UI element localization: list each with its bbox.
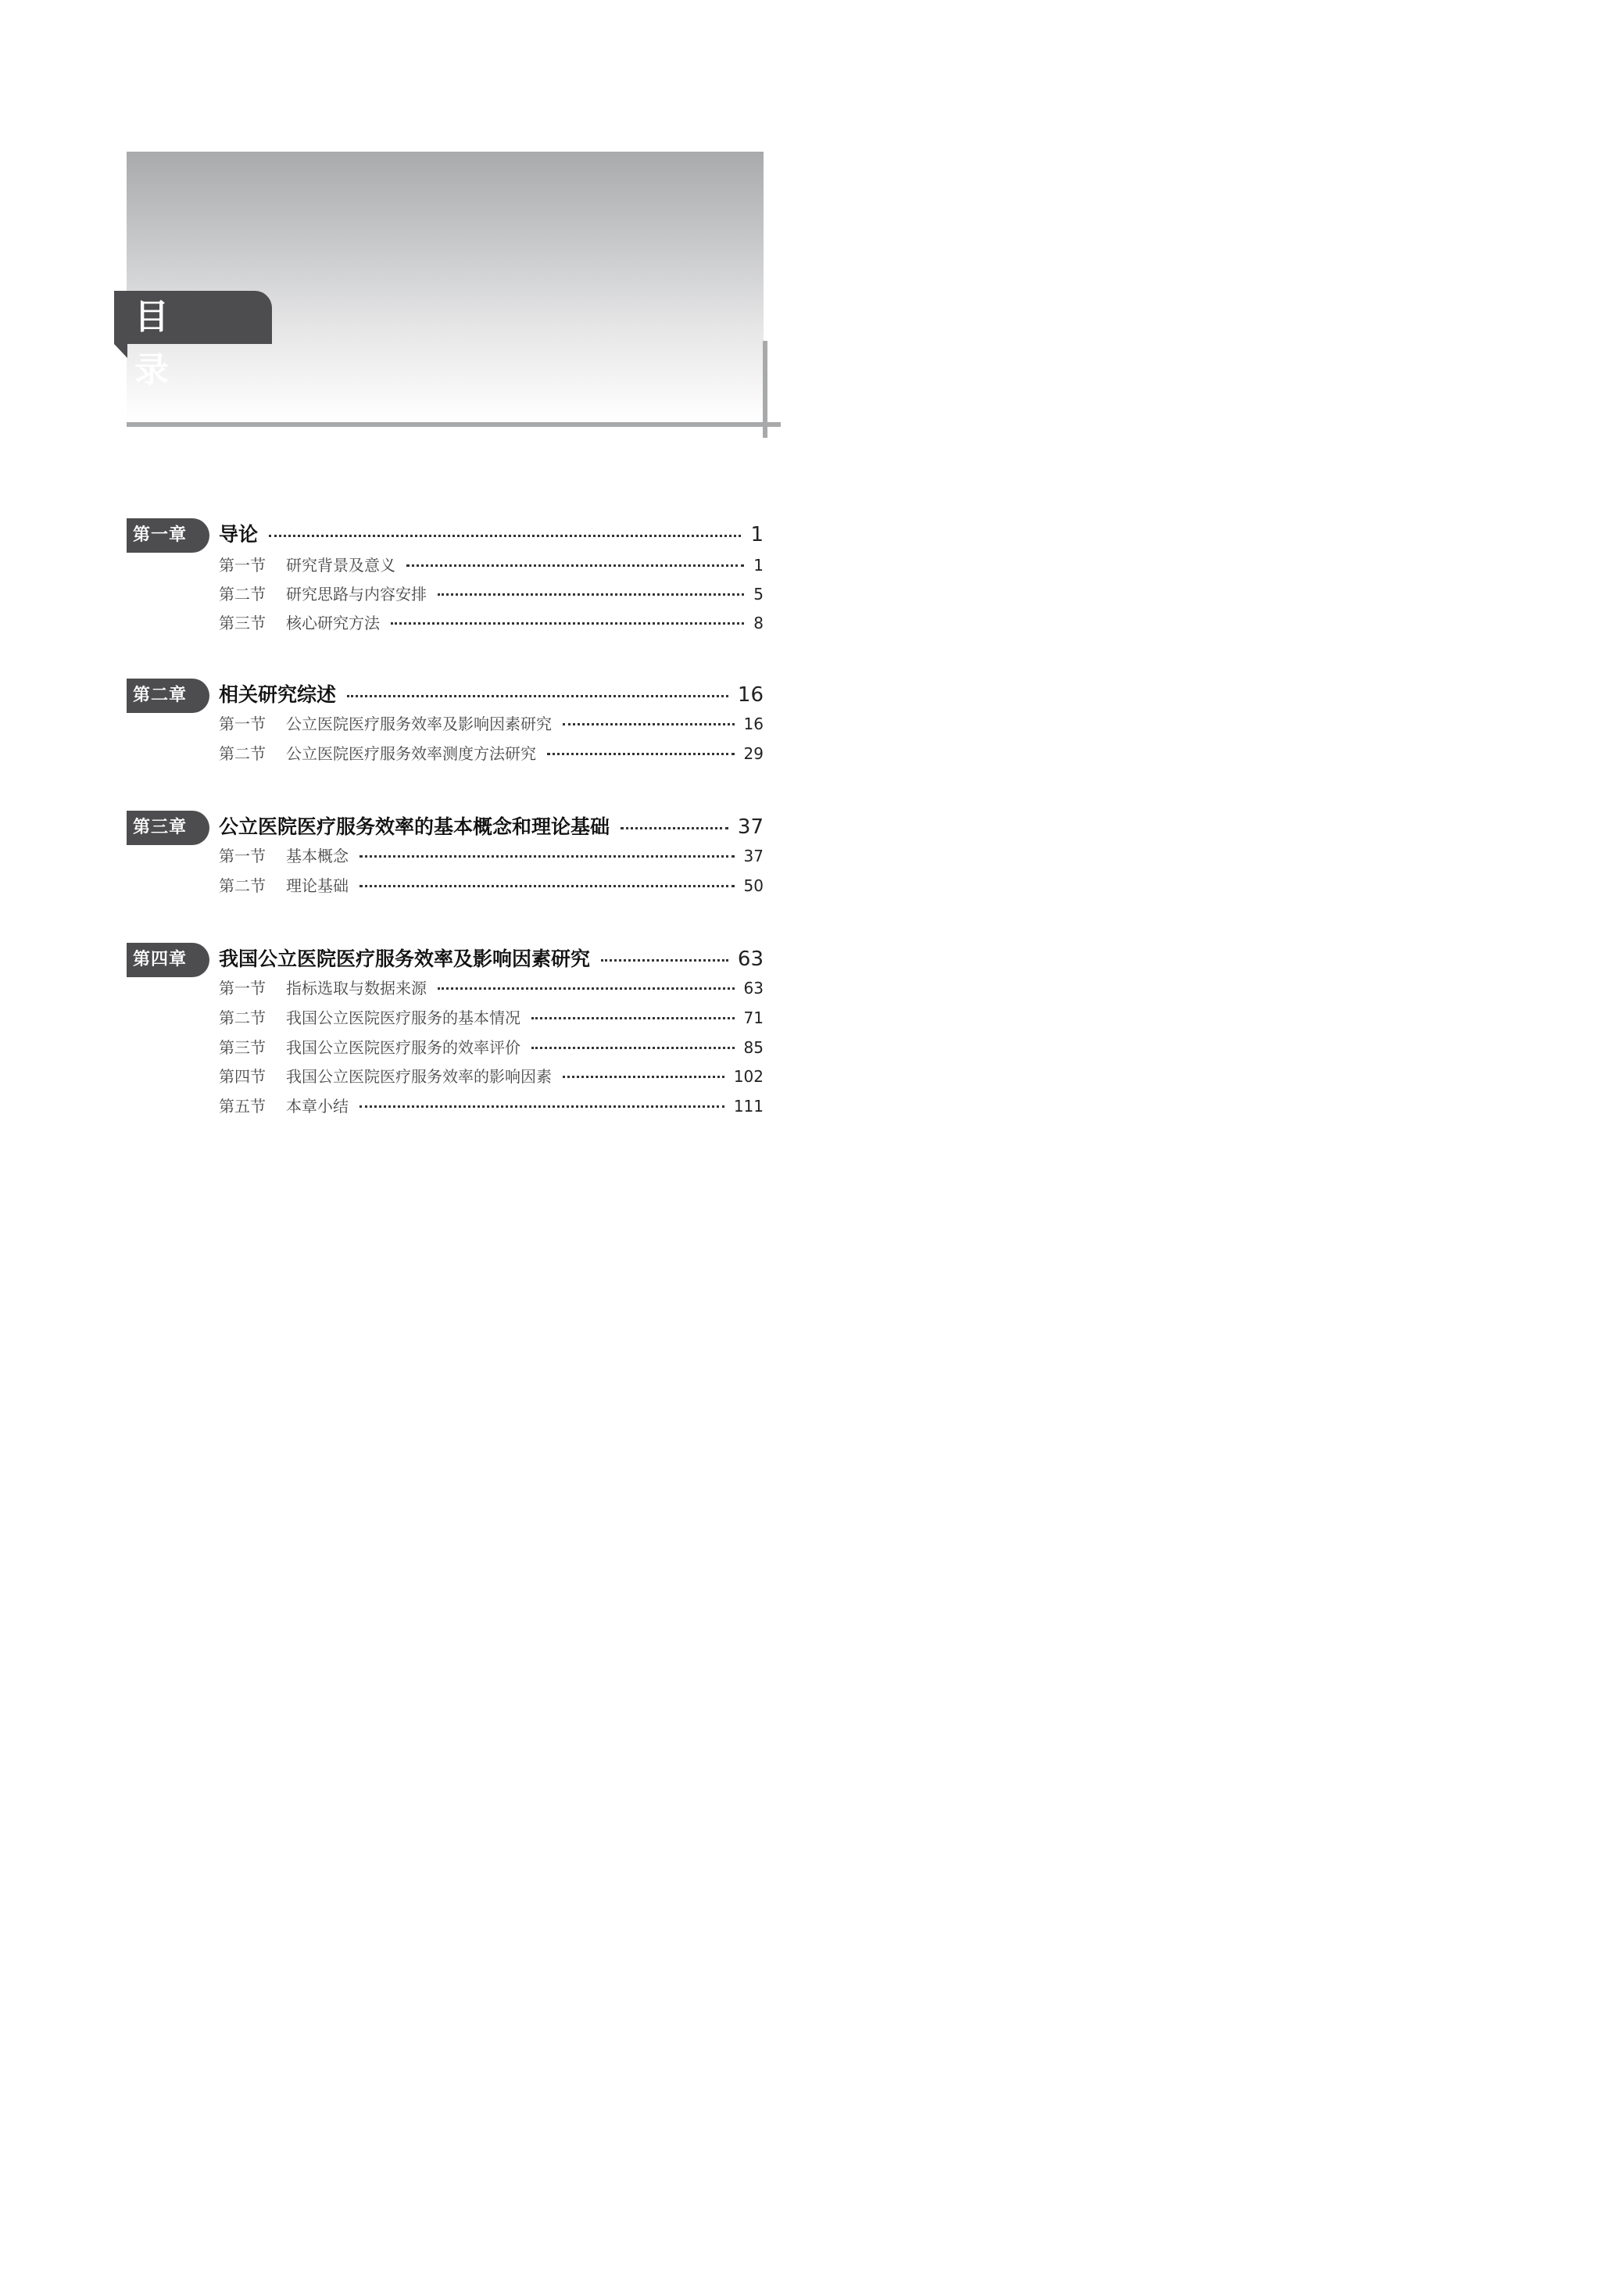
section-page-number: 5 <box>753 585 764 604</box>
section-title: 我国公立医院医疗服务效率的影响因素 <box>286 1067 552 1086</box>
section-label: 第二节 <box>219 1008 266 1027</box>
dot-leader <box>547 753 735 755</box>
chapter-badge: 第一章 <box>127 518 209 553</box>
section-page-number: 71 <box>743 1008 764 1027</box>
section-page-number: 50 <box>743 876 764 895</box>
section-page-number: 85 <box>743 1038 764 1057</box>
section-label: 第四节 <box>219 1067 266 1086</box>
section-label: 第二节 <box>219 876 266 895</box>
section-title: 研究思路与内容安排 <box>286 585 427 604</box>
chapter-page-number: 37 <box>737 815 764 839</box>
chapter-title: 我国公立医院医疗服务效率及影响因素研究 <box>219 947 591 970</box>
section-title: 研究背景及意义 <box>286 556 395 575</box>
chapter-entry[interactable] <box>219 679 764 712</box>
section-title: 公立医院医疗服务效率测度方法研究 <box>286 744 536 763</box>
section-entry[interactable] <box>219 582 764 610</box>
section-page-number: 29 <box>743 744 764 763</box>
section-entry[interactable] <box>219 1035 764 1063</box>
dot-leader <box>601 959 728 962</box>
section-entry[interactable] <box>219 553 764 581</box>
section-page-number: 8 <box>753 614 764 632</box>
section-page-number: 1 <box>753 556 764 575</box>
section-label: 第三节 <box>219 614 266 632</box>
section-entry[interactable] <box>219 1005 764 1033</box>
section-title: 核心研究方法 <box>286 614 380 632</box>
section-page-number: 37 <box>743 847 764 865</box>
section-title: 公立医院医疗服务效率及影响因素研究 <box>286 715 552 733</box>
section-entry[interactable] <box>219 1064 764 1092</box>
section-label: 第二节 <box>219 744 266 763</box>
banner-rule <box>127 422 781 427</box>
page-title: 目 录 <box>114 291 272 344</box>
chapter-page-number: 16 <box>737 683 764 707</box>
chapter-badge: 第二章 <box>127 679 209 713</box>
section-entry[interactable] <box>219 844 764 872</box>
chapter-badge: 第三章 <box>127 811 209 845</box>
chapter-badge: 第四章 <box>127 943 209 977</box>
section-title: 指标选取与数据来源 <box>286 979 427 998</box>
section-page-number: 63 <box>743 979 764 998</box>
section-label: 第一节 <box>219 556 266 575</box>
section-entry[interactable] <box>219 1094 764 1122</box>
section-title: 我国公立医院医疗服务的基本情况 <box>286 1008 520 1027</box>
section-entry[interactable] <box>219 741 764 769</box>
section-label: 第一节 <box>219 979 266 998</box>
dot-leader <box>438 593 744 596</box>
chapter-title: 公立医院医疗服务效率的基本概念和理论基础 <box>219 815 610 838</box>
section-label: 第一节 <box>219 847 266 865</box>
dot-leader <box>359 855 735 858</box>
dot-leader <box>621 827 728 829</box>
section-entry[interactable] <box>219 611 764 639</box>
chapter-title: 相关研究综述 <box>219 683 337 706</box>
chapter-entry[interactable] <box>219 519 764 552</box>
section-entry[interactable] <box>219 976 764 1004</box>
section-page-number: 111 <box>733 1097 764 1116</box>
section-title: 我国公立医院医疗服务的效率评价 <box>286 1038 520 1057</box>
dot-leader <box>406 564 744 567</box>
dot-leader <box>531 1047 735 1049</box>
section-title: 理论基础 <box>286 876 349 895</box>
section-label: 第二节 <box>219 585 266 604</box>
dot-leader <box>563 1076 724 1078</box>
chapter-entry[interactable] <box>219 811 764 844</box>
dot-leader <box>359 1105 724 1108</box>
title-tab-fold <box>114 344 127 358</box>
section-entry[interactable] <box>219 711 764 740</box>
section-label: 第三节 <box>219 1038 266 1057</box>
dot-leader <box>531 1017 735 1019</box>
chapter-title: 导论 <box>219 523 259 546</box>
chapter-entry[interactable] <box>219 944 764 976</box>
chapter-page-number: 1 <box>750 523 764 546</box>
section-entry[interactable] <box>219 873 764 901</box>
section-page-number: 102 <box>733 1067 764 1086</box>
dot-leader <box>563 723 735 725</box>
section-label: 第一节 <box>219 715 266 733</box>
section-label: 第五节 <box>219 1097 266 1116</box>
section-title: 本章小结 <box>286 1097 349 1116</box>
dot-leader <box>359 885 735 887</box>
chapter-page-number: 63 <box>737 947 764 971</box>
dot-leader <box>438 987 735 990</box>
section-page-number: 16 <box>743 715 764 733</box>
dot-leader <box>391 622 744 625</box>
banner-vertical-rule <box>763 341 767 438</box>
dot-leader <box>347 695 728 697</box>
dot-leader <box>269 535 741 537</box>
title-banner <box>127 152 764 422</box>
section-title: 基本概念 <box>286 847 349 865</box>
